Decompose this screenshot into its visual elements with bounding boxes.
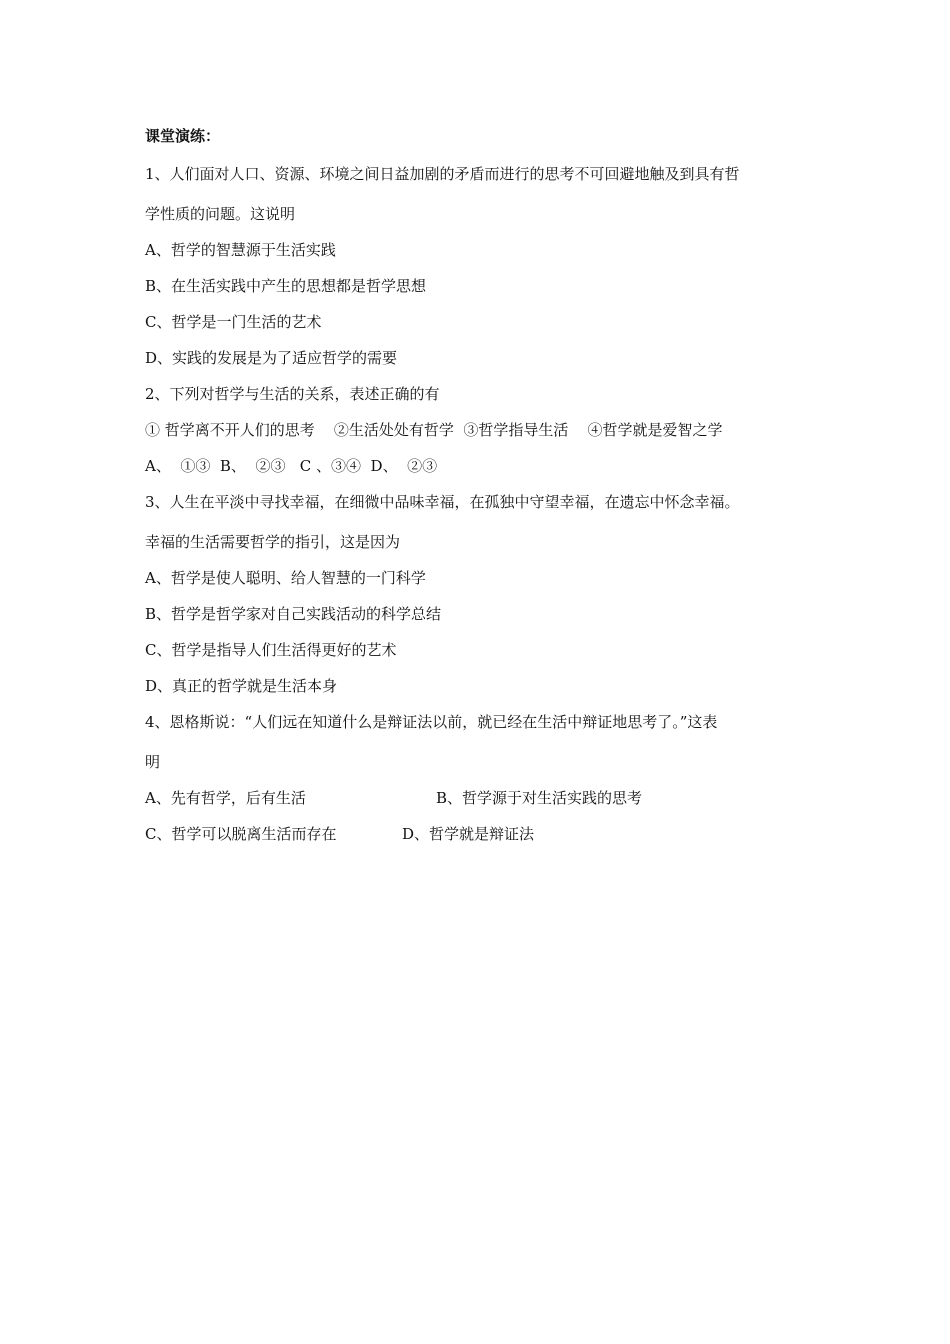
q1-stem-line1: 1、人们面对人口、资源、环境之间日益加剧的矛盾而进行的思考不可回避地触及到具有哲	[145, 165, 740, 183]
q4-option-d: D、哲学就是辩证法	[402, 825, 535, 843]
q3-stem-line1: 3、人生在平淡中寻找幸福，在细微中品味幸福，在孤独中守望幸福，在遗忘中怀念幸福。	[145, 493, 740, 511]
q1-option-b: B、在生活实践中产生的思想都是哲学思想	[145, 277, 427, 295]
q3-option-b: B、哲学是哲学家对自己实践活动的科学总结	[145, 605, 442, 623]
q2-stem: 2、下列对哲学与生活的关系，表述正确的有	[145, 385, 440, 403]
section-heading: 课堂演练：	[145, 127, 221, 145]
q2-choices: A、 ①③ B、 ②③ C 、③④ D、 ②③	[145, 457, 438, 475]
q4-stem-line1: 4、恩格斯说：“人们远在知道什么是辩证法以前，就已经在生活中辩证地思考了。”这表	[145, 713, 718, 731]
q1-stem-line2: 学性质的问题。这说明	[145, 205, 296, 223]
q4-option-a: A、先有哲学，后有生活	[145, 789, 306, 807]
q3-option-d: D、真正的哲学就是生活本身	[145, 677, 338, 695]
q3-option-a: A、哲学是使人聪明、给人智慧的一门科学	[145, 569, 426, 587]
q2-statements: ① 哲学离不开人们的思考 ②生活处处有哲学 ③哲学指导生活 ④哲学就是爱智之学	[145, 421, 723, 439]
q3-stem-line2: 幸福的生活需要哲学的指引，这是因为	[145, 533, 401, 551]
q4-option-c: C、哲学可以脱离生活而存在	[145, 825, 337, 843]
q1-option-d: D、实践的发展是为了适应哲学的需要	[145, 349, 398, 367]
q3-option-c: C、哲学是指导人们生活得更好的艺术	[145, 641, 397, 659]
q1-option-a: A、哲学的智慧源于生活实践	[145, 241, 336, 259]
q4-stem-line2: 明	[145, 753, 161, 771]
q4-option-b: B、哲学源于对生活实践的思考	[436, 789, 643, 807]
q1-option-c: C、哲学是一门生活的艺术	[145, 313, 322, 331]
